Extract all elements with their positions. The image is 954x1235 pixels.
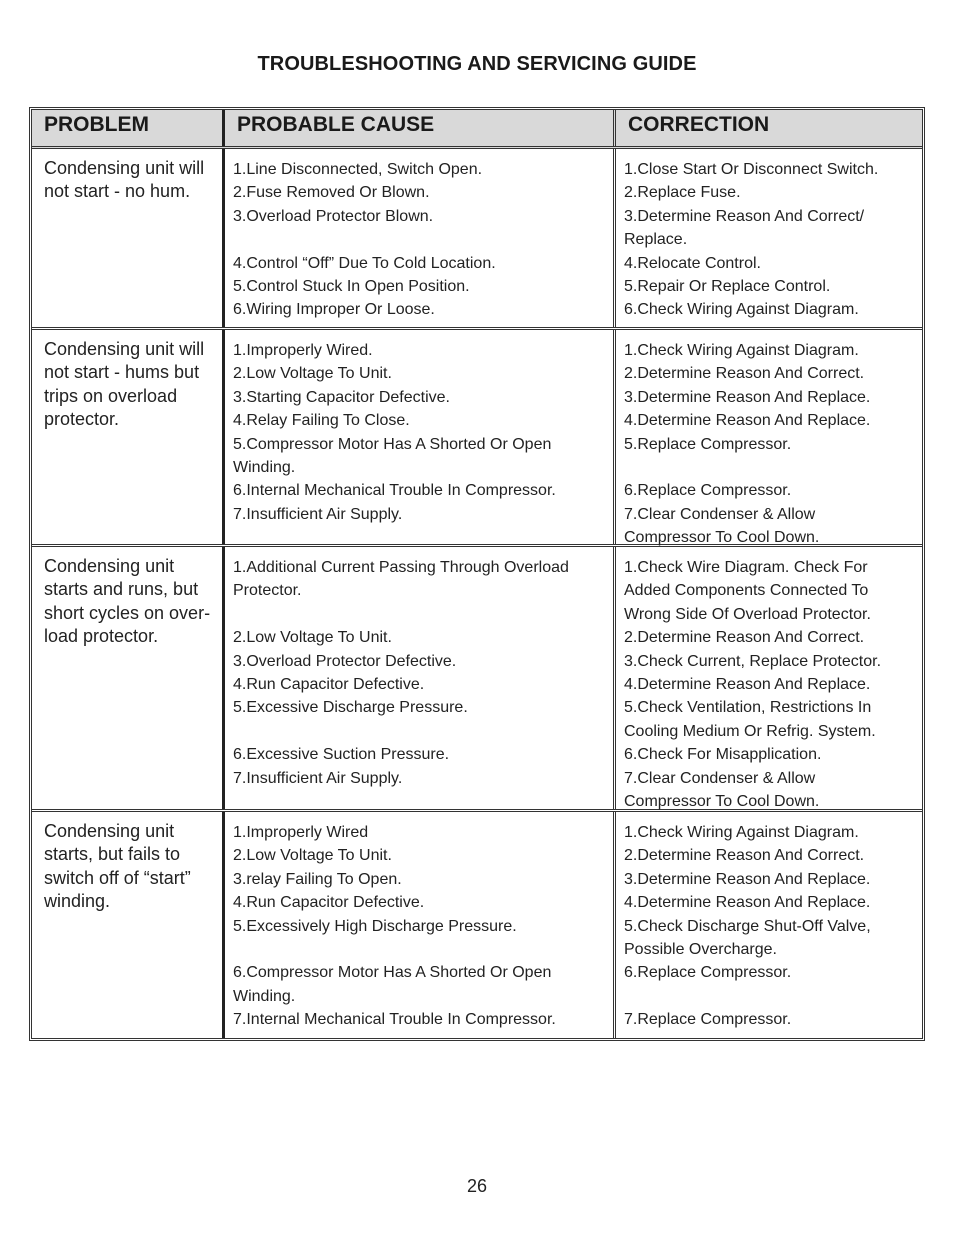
header-probable-cause: PROBABLE CAUSE — [225, 110, 616, 146]
list-line: 2.Fuse Removed Or Blown. — [233, 184, 430, 202]
list-line: 4.Determine Reason And Replace. — [624, 676, 871, 694]
list-line: Cooling Medium Or Refrig. System. — [624, 722, 876, 740]
list-line: Winding. — [233, 987, 296, 1005]
list-line: 7.Clear Condenser & Allow — [624, 769, 816, 787]
list-line — [233, 228, 609, 251]
page-title: TROUBLESHOOTING AND SERVICING GUIDE — [257, 53, 697, 75]
list-line: Compressor To Cool Down. — [624, 529, 820, 547]
list-line: Added Components Connected To — [624, 582, 869, 600]
list-line: 7.Insufficient Air Supply. — [233, 505, 403, 523]
list-line: 1.Check Wiring Against Diagram. — [624, 824, 859, 841]
list-line: 1.Additional Current Passing Through Overload — [233, 559, 569, 576]
list-line: 5.Replace Compressor. — [624, 435, 792, 453]
list-line: 3.Overload Protector Blown. — [233, 207, 434, 225]
correction-cell — [616, 812, 922, 1038]
list-line: 1.Close Start Or Disconnect Switch. — [624, 161, 879, 178]
list-line: 1.Improperly Wired. — [233, 342, 373, 359]
table-row — [32, 547, 922, 812]
list-line: 2.Low Voltage To Unit. — [233, 365, 392, 383]
list-line: 3.Determine Reason And Correct/ — [624, 207, 865, 225]
list-line: 4.Determine Reason And Replace. — [624, 412, 871, 430]
problem-cell: Condensing unit will not start - hums but trips on overload protector. — [32, 330, 225, 544]
list-line: 2.Determine Reason And Correct. — [624, 847, 865, 865]
list-line — [233, 720, 609, 743]
list-line: 1.Improperly Wired — [233, 824, 369, 841]
list-line: 4.Run Capacitor Defective. — [233, 894, 425, 912]
problem-cell: Condensing unit starts and runs, but short cycles on over-load protector. — [32, 547, 225, 809]
list-line: 5.Check Discharge Shut-Off Valve, — [624, 917, 871, 935]
list-line: 7.Insufficient Air Supply. — [233, 769, 403, 787]
list-line — [233, 603, 609, 626]
list-line: 2.Replace Fuse. — [624, 184, 741, 202]
table-header — [32, 110, 922, 149]
list-line: 4.Determine Reason And Replace. — [624, 894, 871, 912]
header-correction: CORRECTION — [628, 113, 770, 136]
cause-cell — [225, 149, 616, 327]
list-line: 6.Replace Compressor. — [624, 482, 792, 500]
list-line: Protector. — [233, 582, 302, 600]
correction-cell — [616, 547, 922, 809]
list-line: 6.Wiring Improper Or Loose. — [233, 301, 435, 319]
list-line: 6.Replace Compressor. — [624, 964, 792, 982]
list-line: 3.Determine Reason And Replace. — [624, 870, 871, 888]
list-line: 6.Excessive Suction Pressure. — [233, 746, 450, 764]
list-line: 7.Clear Condenser & Allow — [624, 505, 816, 523]
list-line: Compressor To Cool Down. — [624, 793, 820, 811]
correction-cell — [616, 149, 922, 327]
list-line: 6.Internal Mechanical Trouble In Compressor. — [233, 482, 556, 500]
list-line: 6.Check For Misapplication. — [624, 746, 822, 764]
list-line: 3.Check Current, Replace Protector. — [624, 652, 882, 670]
table-row — [32, 330, 922, 547]
list-line — [624, 456, 918, 479]
list-line — [233, 938, 609, 961]
list-line: 1.Line Disconnected, Switch Open. — [233, 161, 483, 178]
list-line: 5.Control Stuck In Open Position. — [233, 278, 470, 296]
list-line: 3.Starting Capacitor Defective. — [233, 388, 450, 406]
list-line: 5.Excessive Discharge Pressure. — [233, 699, 468, 717]
list-line: 4.Relocate Control. — [624, 254, 761, 272]
header-problem: PROBLEM — [32, 110, 225, 146]
list-line: 4.Relay Failing To Close. — [233, 412, 410, 430]
troubleshooting-table — [29, 107, 925, 1041]
list-line: 2.Low Voltage To Unit. — [233, 629, 392, 647]
list-line: 4.Run Capacitor Defective. — [233, 676, 425, 694]
list-line: 6.Compressor Motor Has A Shorted Or Open — [233, 964, 552, 982]
cause-cell — [225, 812, 616, 1038]
list-line: 3.relay Failing To Open. — [233, 870, 402, 888]
list-line: Possible Overcharge. — [624, 941, 777, 959]
page-number: 26 — [466, 1176, 488, 1196]
list-line — [624, 985, 918, 1008]
list-line: 2.Low Voltage To Unit. — [233, 847, 392, 865]
list-line: Winding. — [233, 459, 296, 477]
list-line: 7.Replace Compressor. — [624, 1011, 792, 1029]
list-line: 5.Compressor Motor Has A Shorted Or Open — [233, 435, 552, 453]
list-line: 3.Overload Protector Defective. — [233, 652, 457, 670]
list-line: 7.Internal Mechanical Trouble In Compressor. — [233, 1011, 556, 1029]
list-line: 1.Check Wire Diagram. Check For — [624, 559, 868, 576]
cause-cell — [225, 547, 616, 809]
list-line: 3.Determine Reason And Replace. — [624, 388, 871, 406]
list-line: 5.Check Ventilation, Restrictions In — [624, 699, 872, 717]
list-line: 1.Check Wiring Against Diagram. — [624, 342, 859, 359]
problem-cell: Condensing unit will not start - no hum. — [32, 149, 225, 327]
list-line: 2.Determine Reason And Correct. — [624, 629, 865, 647]
list-line: 5.Excessively High Discharge Pressure. — [233, 917, 517, 935]
list-line: 2.Determine Reason And Correct. — [624, 365, 865, 383]
correction-cell — [616, 330, 922, 547]
list-line: 5.Repair Or Replace Control. — [624, 278, 831, 296]
problem-cell: Condensing unit starts, but fails to switch off of “start” winding. — [32, 812, 225, 1038]
list-line: Replace. — [624, 231, 688, 249]
list-line: 4.Control “Off” Due To Cold Location. — [233, 254, 496, 272]
table-row — [32, 149, 922, 330]
table-row — [32, 812, 922, 1038]
cause-cell — [225, 330, 616, 544]
list-line: 6.Check Wiring Against Diagram. — [624, 301, 859, 319]
list-line: Wrong Side Of Overload Protector. — [624, 605, 871, 623]
